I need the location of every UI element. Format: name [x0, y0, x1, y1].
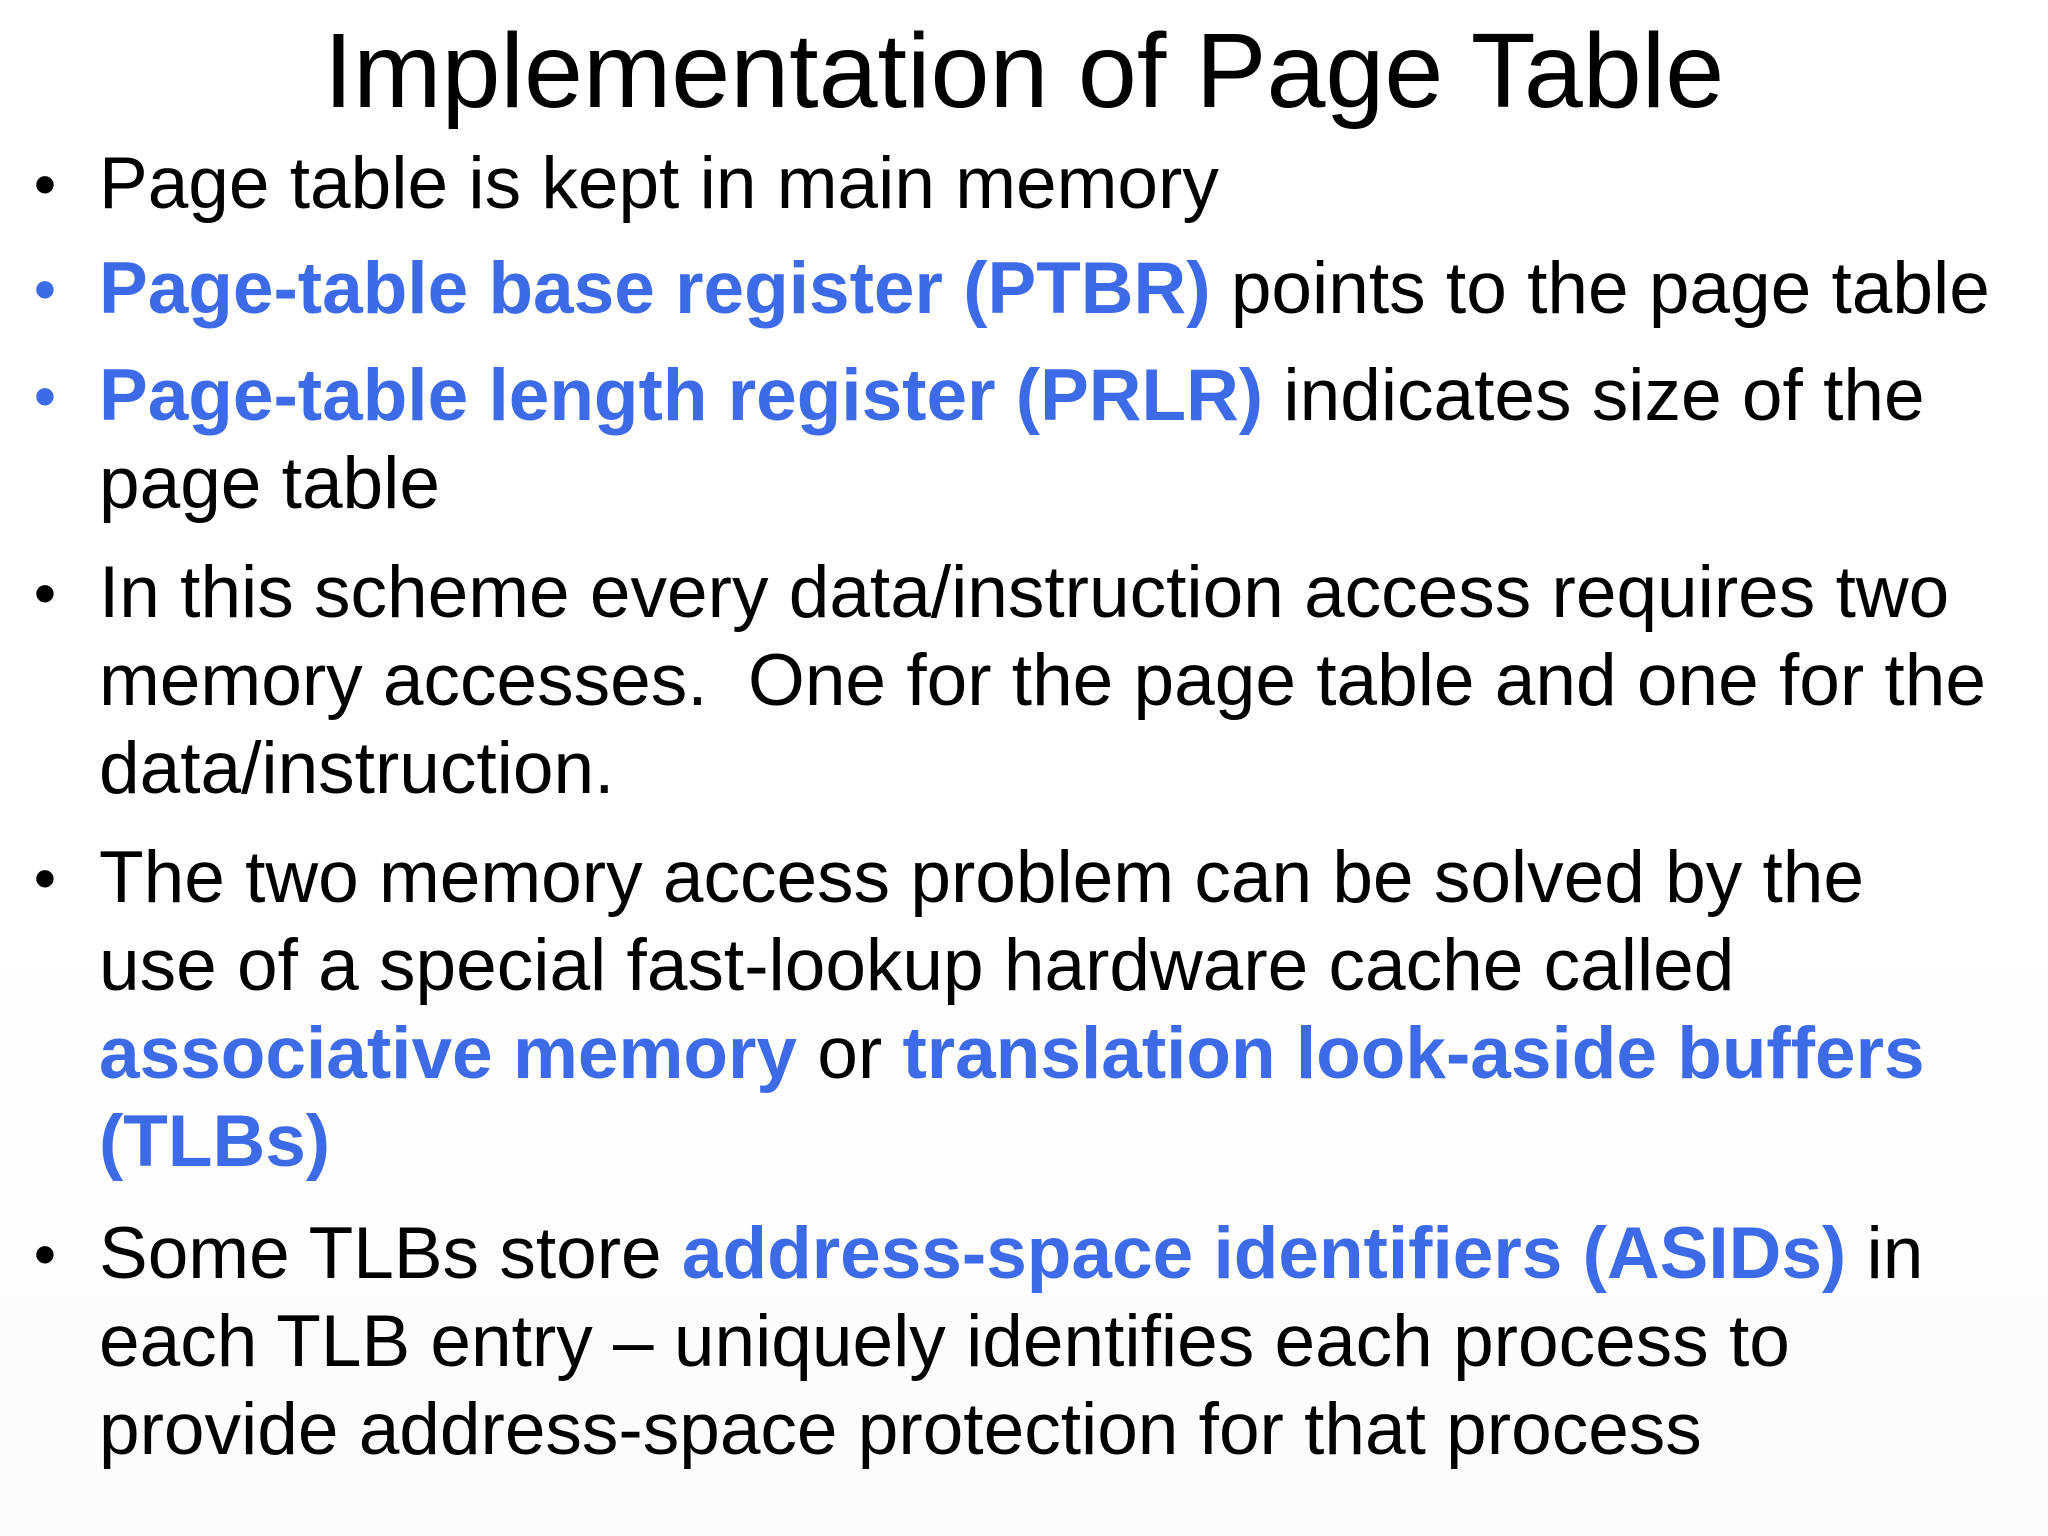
bullet-text-segment: indicates size of the [1263, 355, 1925, 436]
bullet-line [99, 549, 2039, 637]
bullet-line [99, 637, 2039, 725]
bullet-line [99, 245, 2039, 333]
bullet-text-segment: or [796, 1013, 903, 1094]
bullet-text [99, 245, 2039, 333]
bullet-dot: • [33, 148, 57, 220]
bullet-line [99, 725, 2039, 813]
bullet-text [99, 549, 2039, 813]
bullet-line [99, 1386, 2039, 1474]
bullet-line [99, 1298, 2039, 1386]
highlight-term: Page-table length register (PRLR) [99, 355, 1264, 436]
bullet-text [99, 1210, 2039, 1474]
bullet-text-segment: memory accesses. One for the page table and one for the [99, 640, 1986, 721]
highlight-term: (TLBs) [99, 1101, 331, 1182]
bullet-text-segment: Page table is kept in main memory [99, 143, 1219, 224]
bullet-text-segment: provide address-space protection for that process [99, 1389, 1702, 1470]
bullet-text [99, 352, 2039, 528]
bullet-text-segment: The two memory access problem can be solved by the [99, 837, 1864, 918]
bullet-line [99, 1010, 2039, 1098]
bullet-line [99, 440, 2039, 528]
bullet-text-segment: page table [99, 443, 440, 524]
bullet-text-segment: In this scheme every data/instruction access requires two [99, 552, 1950, 633]
bullet-line [99, 922, 2039, 1010]
slide-title: Implementation of Page Table [323, 12, 1725, 130]
bullet-dot: • [33, 557, 57, 629]
bullet-text-segment: Some TLBs store [99, 1213, 682, 1294]
bullet-text-segment: in [1846, 1213, 1924, 1294]
bullet-text-segment: points to the page table [1210, 248, 1990, 329]
bullet-line [99, 1098, 2039, 1186]
highlight-term: associative memory [99, 1013, 797, 1094]
bullet-text-segment: each TLB entry – uniquely identifies each process to [99, 1301, 1790, 1382]
highlight-term: address-space identifiers (ASIDs) [681, 1213, 1847, 1294]
bullet-dot: • [33, 360, 57, 432]
bullet-dot: • [33, 842, 57, 914]
highlight-term: Page-table base register (PTBR) [99, 248, 1211, 329]
bullet-text [99, 834, 2039, 1186]
bullet-line [99, 140, 2039, 228]
bullet-dot: • [33, 253, 57, 325]
bullet-text [99, 140, 2039, 228]
bullet-line [99, 1210, 2039, 1298]
bullet-line [99, 352, 2039, 440]
bullet-text-segment: data/instruction. [99, 728, 615, 809]
bullet-line [99, 834, 2039, 922]
highlight-term: translation look-aside buffers [902, 1013, 1925, 1094]
bullet-dot: • [33, 1218, 57, 1290]
bullet-text-segment: use of a special fast-lookup hardware cache called [99, 925, 1735, 1006]
